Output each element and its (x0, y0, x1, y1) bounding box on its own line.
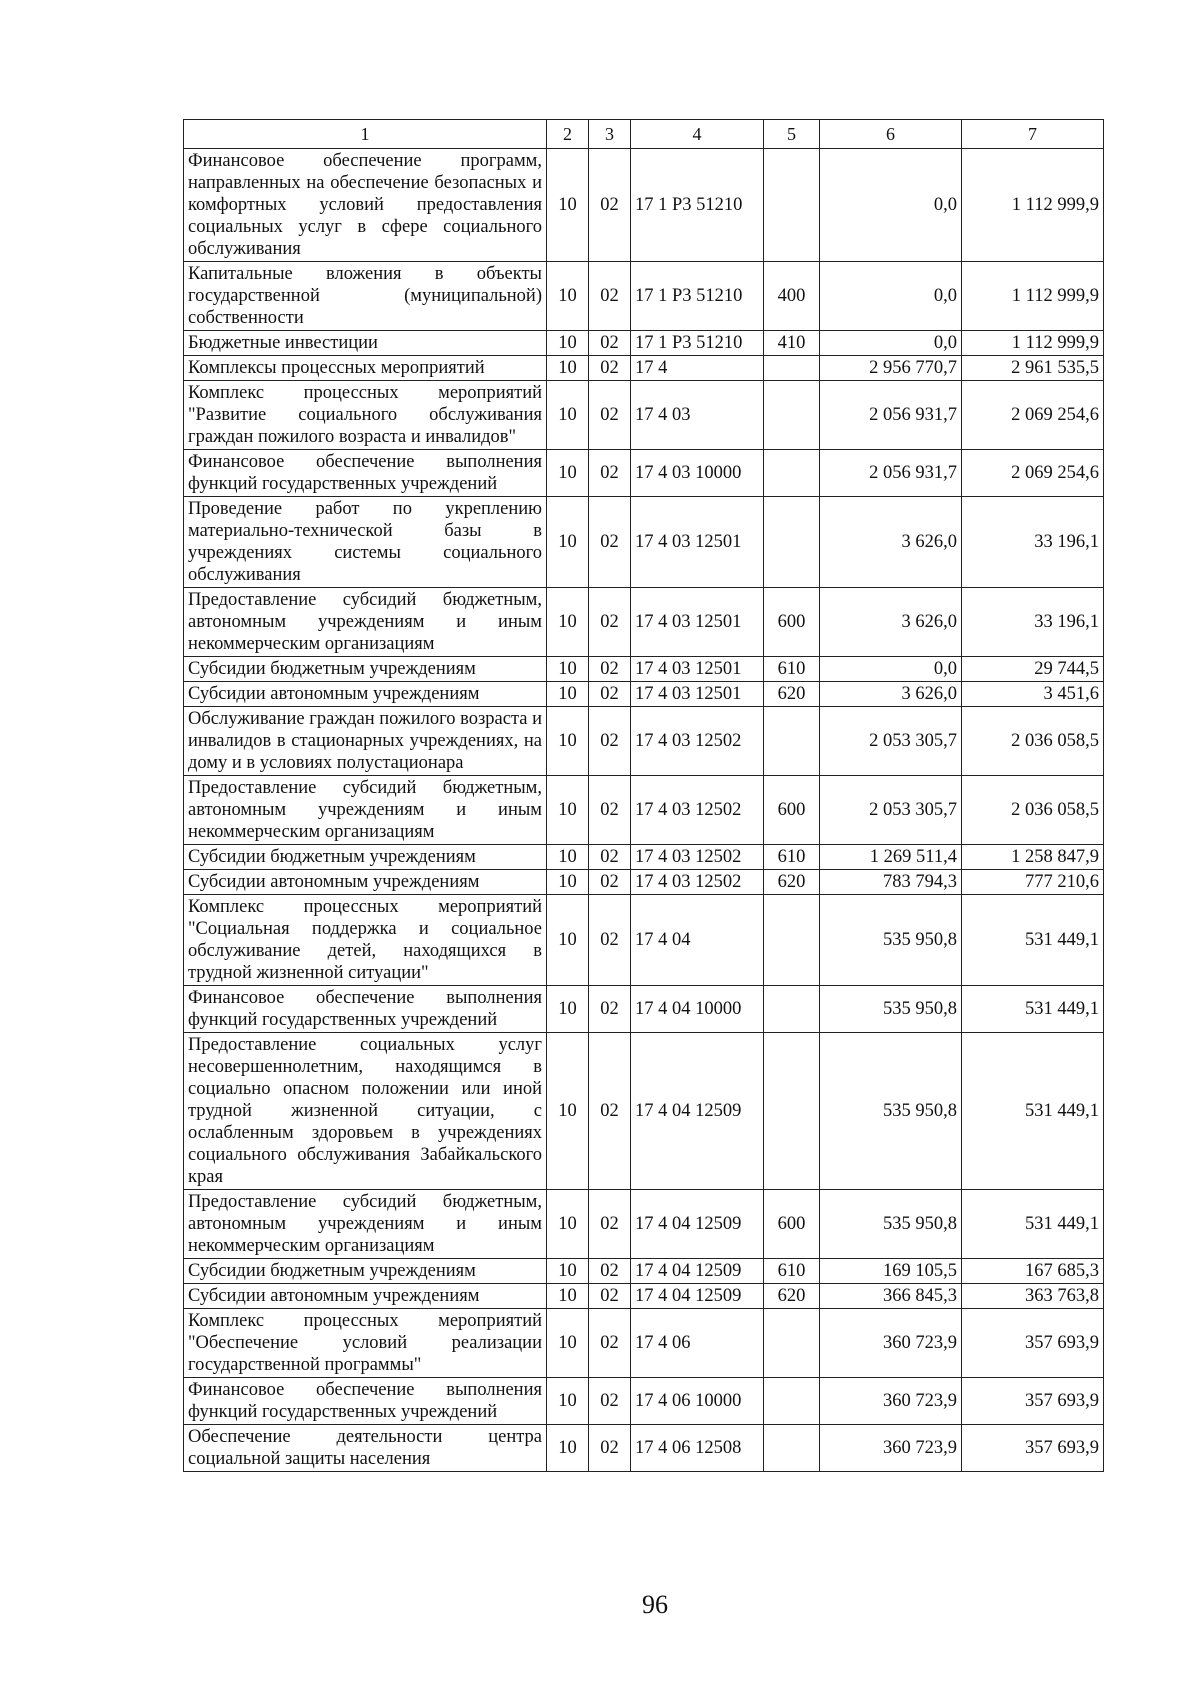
row-subsection: 02 (589, 356, 631, 381)
row-amount-year1: 3 626,0 (820, 682, 962, 707)
row-expense-type (764, 1309, 820, 1378)
table-row (184, 262, 1104, 331)
row-expense-type: 610 (764, 845, 820, 870)
row-section: 10 (547, 986, 589, 1033)
row-section: 10 (547, 845, 589, 870)
column-header-3: 3 (589, 120, 631, 149)
table-row (184, 497, 1104, 588)
row-amount-year2: 1 112 999,9 (962, 331, 1104, 356)
row-amount-year2: 2 069 254,6 (962, 450, 1104, 497)
row-expense-type (764, 895, 820, 986)
row-subsection: 02 (589, 588, 631, 657)
row-section: 10 (547, 149, 589, 262)
row-amount-year2: 357 693,9 (962, 1378, 1104, 1425)
row-name: Обслуживание граждан пожилого возраста и инвалидов в стационарных учреждениях, на дому и в условиях полустационара (184, 707, 547, 776)
row-expense-type (764, 986, 820, 1033)
row-subsection: 02 (589, 657, 631, 682)
table-row (184, 356, 1104, 381)
row-subsection: 02 (589, 895, 631, 986)
table-row (184, 149, 1104, 262)
row-name: Субсидии автономным учреждениям (184, 1284, 547, 1309)
row-target-code: 17 4 03 12501 (631, 588, 764, 657)
table-row (184, 870, 1104, 895)
row-amount-year1: 1 269 511,4 (820, 845, 962, 870)
row-amount-year1: 2 053 305,7 (820, 707, 962, 776)
table-row (184, 1033, 1104, 1190)
row-amount-year2: 363 763,8 (962, 1284, 1104, 1309)
table-row (184, 1190, 1104, 1259)
row-section: 10 (547, 497, 589, 588)
column-header-2: 2 (547, 120, 589, 149)
row-amount-year1: 535 950,8 (820, 986, 962, 1033)
row-name: Проведение работ по укреплению материально-технической базы в учреждениях системы социального обслуживания (184, 497, 547, 588)
row-target-code: 17 4 03 12502 (631, 845, 764, 870)
row-section: 10 (547, 356, 589, 381)
row-subsection: 02 (589, 870, 631, 895)
row-subsection: 02 (589, 1378, 631, 1425)
table-row (184, 1425, 1104, 1472)
row-expense-type (764, 1378, 820, 1425)
row-expense-type (764, 1033, 820, 1190)
row-name: Субсидии бюджетным учреждениям (184, 1259, 547, 1284)
row-expense-type: 610 (764, 1259, 820, 1284)
row-subsection: 02 (589, 262, 631, 331)
row-target-code: 17 4 04 (631, 895, 764, 986)
table-row (184, 895, 1104, 986)
table-row (184, 588, 1104, 657)
table-row (184, 986, 1104, 1033)
page-number: 96 (642, 1590, 668, 1619)
row-section: 10 (547, 1259, 589, 1284)
row-name: Субсидии бюджетным учреждениям (184, 657, 547, 682)
row-amount-year2: 2 036 058,5 (962, 707, 1104, 776)
table-row (184, 331, 1104, 356)
row-target-code: 17 4 04 12509 (631, 1259, 764, 1284)
row-section: 10 (547, 450, 589, 497)
row-subsection: 02 (589, 381, 631, 450)
row-amount-year1: 3 626,0 (820, 497, 962, 588)
row-expense-type: 600 (764, 776, 820, 845)
row-expense-type: 620 (764, 682, 820, 707)
row-section: 10 (547, 331, 589, 356)
row-amount-year1: 2 056 931,7 (820, 381, 962, 450)
row-name: Комплекс процессных мероприятий "Социальная поддержка и социальное обслуживание детей, находящихся в трудной жизненной ситуации" (184, 895, 547, 986)
row-name: Предоставление субсидий бюджетным, автономным учреждениям и иным некоммерческим организациям (184, 1190, 547, 1259)
row-name: Субсидии автономным учреждениям (184, 870, 547, 895)
table-row (184, 657, 1104, 682)
row-amount-year2: 2 961 535,5 (962, 356, 1104, 381)
row-amount-year1: 535 950,8 (820, 895, 962, 986)
row-amount-year1: 0,0 (820, 262, 962, 331)
row-expense-type (764, 356, 820, 381)
row-target-code: 17 1 Р3 51210 (631, 331, 764, 356)
table-row (184, 1259, 1104, 1284)
row-amount-year1: 535 950,8 (820, 1033, 962, 1190)
row-amount-year1: 366 845,3 (820, 1284, 962, 1309)
row-section: 10 (547, 588, 589, 657)
row-subsection: 02 (589, 1259, 631, 1284)
row-amount-year2: 531 449,1 (962, 1033, 1104, 1190)
table-row (184, 845, 1104, 870)
row-amount-year1: 2 056 931,7 (820, 450, 962, 497)
budget-table (183, 119, 1104, 1472)
row-name: Предоставление социальных услуг несовершеннолетним, находящимся в социально опасном положении или иной трудной жизненной ситуации, с ослабленным здоровьем в учреждениях социального обслуживания Забайкальского края (184, 1033, 547, 1190)
row-amount-year1: 3 626,0 (820, 588, 962, 657)
row-target-code: 17 4 06 (631, 1309, 764, 1378)
row-target-code: 17 4 03 10000 (631, 450, 764, 497)
row-amount-year1: 360 723,9 (820, 1425, 962, 1472)
row-name: Комплексы процессных мероприятий (184, 356, 547, 381)
row-section: 10 (547, 776, 589, 845)
row-amount-year2: 1 112 999,9 (962, 149, 1104, 262)
row-name: Субсидии бюджетным учреждениям (184, 845, 547, 870)
row-amount-year2: 1 258 847,9 (962, 845, 1104, 870)
row-subsection: 02 (589, 1425, 631, 1472)
row-subsection: 02 (589, 682, 631, 707)
row-amount-year1: 2 956 770,7 (820, 356, 962, 381)
row-name: Финансовое обеспечение выполнения функций государственных учреждений (184, 1378, 547, 1425)
row-section: 10 (547, 895, 589, 986)
row-target-code: 17 4 06 12508 (631, 1425, 764, 1472)
row-amount-year2: 33 196,1 (962, 588, 1104, 657)
row-amount-year2: 2 036 058,5 (962, 776, 1104, 845)
row-name: Финансовое обеспечение выполнения функций государственных учреждений (184, 986, 547, 1033)
column-header-6: 6 (820, 120, 962, 149)
row-amount-year2: 33 196,1 (962, 497, 1104, 588)
table-header-row (184, 120, 1104, 149)
row-amount-year1: 2 053 305,7 (820, 776, 962, 845)
row-section: 10 (547, 381, 589, 450)
row-name: Обеспечение деятельности центра социальной защиты населения (184, 1425, 547, 1472)
row-target-code: 17 1 Р3 51210 (631, 149, 764, 262)
row-subsection: 02 (589, 1033, 631, 1190)
row-section: 10 (547, 1425, 589, 1472)
row-name: Субсидии автономным учреждениям (184, 682, 547, 707)
table-row (184, 1309, 1104, 1378)
row-expense-type (764, 149, 820, 262)
row-expense-type (764, 1425, 820, 1472)
row-target-code: 17 4 03 12502 (631, 870, 764, 895)
row-target-code: 17 4 04 12509 (631, 1284, 764, 1309)
row-name: Предоставление субсидий бюджетным, автономным учреждениям и иным некоммерческим организациям (184, 776, 547, 845)
row-expense-type (764, 707, 820, 776)
row-subsection: 02 (589, 497, 631, 588)
row-subsection: 02 (589, 1190, 631, 1259)
row-amount-year2: 357 693,9 (962, 1309, 1104, 1378)
table-row (184, 682, 1104, 707)
row-target-code: 17 4 03 12501 (631, 497, 764, 588)
column-header-4: 4 (631, 120, 764, 149)
row-amount-year2: 531 449,1 (962, 895, 1104, 986)
row-target-code: 17 4 03 12502 (631, 776, 764, 845)
row-amount-year2: 3 451,6 (962, 682, 1104, 707)
row-name: Финансовое обеспечение программ, направленных на обеспечение безопасных и комфортных условий предоставления социальных услуг в сфере социального обслуживания (184, 149, 547, 262)
row-name: Предоставление субсидий бюджетным, автономным учреждениям и иным некоммерческим организациям (184, 588, 547, 657)
row-expense-type: 400 (764, 262, 820, 331)
row-target-code: 17 4 03 12501 (631, 682, 764, 707)
row-section: 10 (547, 1190, 589, 1259)
row-amount-year2: 2 069 254,6 (962, 381, 1104, 450)
row-amount-year1: 0,0 (820, 331, 962, 356)
row-amount-year2: 531 449,1 (962, 1190, 1104, 1259)
row-section: 10 (547, 707, 589, 776)
row-amount-year1: 360 723,9 (820, 1309, 962, 1378)
row-amount-year1: 783 794,3 (820, 870, 962, 895)
row-amount-year2: 531 449,1 (962, 986, 1104, 1033)
row-subsection: 02 (589, 707, 631, 776)
row-expense-type: 610 (764, 657, 820, 682)
row-section: 10 (547, 682, 589, 707)
row-expense-type: 620 (764, 870, 820, 895)
row-amount-year2: 1 112 999,9 (962, 262, 1104, 331)
row-amount-year2: 29 744,5 (962, 657, 1104, 682)
row-name: Бюджетные инвестиции (184, 331, 547, 356)
row-subsection: 02 (589, 776, 631, 845)
row-amount-year1: 0,0 (820, 657, 962, 682)
row-target-code: 17 4 04 10000 (631, 986, 764, 1033)
row-name: Финансовое обеспечение выполнения функций государственных учреждений (184, 450, 547, 497)
table-row (184, 707, 1104, 776)
row-subsection: 02 (589, 1309, 631, 1378)
row-expense-type (764, 381, 820, 450)
row-section: 10 (547, 870, 589, 895)
table-row (184, 381, 1104, 450)
row-amount-year2: 777 210,6 (962, 870, 1104, 895)
row-section: 10 (547, 1378, 589, 1425)
row-subsection: 02 (589, 986, 631, 1033)
row-expense-type: 600 (764, 1190, 820, 1259)
row-subsection: 02 (589, 149, 631, 262)
row-subsection: 02 (589, 845, 631, 870)
row-target-code: 17 1 Р3 51210 (631, 262, 764, 331)
table-row (184, 1284, 1104, 1309)
row-expense-type: 620 (764, 1284, 820, 1309)
row-target-code: 17 4 03 12501 (631, 657, 764, 682)
row-amount-year2: 357 693,9 (962, 1425, 1104, 1472)
row-name: Комплекс процессных мероприятий "Обеспечение условий реализации государственной программы" (184, 1309, 547, 1378)
table-row (184, 450, 1104, 497)
row-amount-year2: 167 685,3 (962, 1259, 1104, 1284)
column-header-7: 7 (962, 120, 1104, 149)
row-section: 10 (547, 262, 589, 331)
row-subsection: 02 (589, 331, 631, 356)
row-name: Капитальные вложения в объекты государственной (муниципальной) собственности (184, 262, 547, 331)
row-target-code: 17 4 (631, 356, 764, 381)
row-expense-type: 410 (764, 331, 820, 356)
column-header-5: 5 (764, 120, 820, 149)
row-expense-type: 600 (764, 588, 820, 657)
row-expense-type (764, 450, 820, 497)
row-amount-year1: 0,0 (820, 149, 962, 262)
row-section: 10 (547, 1309, 589, 1378)
row-target-code: 17 4 04 12509 (631, 1190, 764, 1259)
column-header-1: 1 (184, 120, 547, 149)
row-target-code: 17 4 04 12509 (631, 1033, 764, 1190)
row-target-code: 17 4 03 12502 (631, 707, 764, 776)
table-body (184, 149, 1104, 1472)
row-target-code: 17 4 06 10000 (631, 1378, 764, 1425)
table-row (184, 1378, 1104, 1425)
row-name: Комплекс процессных мероприятий "Развитие социального обслуживания граждан пожилого возраста и инвалидов" (184, 381, 547, 450)
row-target-code: 17 4 03 (631, 381, 764, 450)
row-expense-type (764, 497, 820, 588)
row-subsection: 02 (589, 1284, 631, 1309)
table-row (184, 776, 1104, 845)
row-section: 10 (547, 657, 589, 682)
row-section: 10 (547, 1033, 589, 1190)
row-amount-year1: 169 105,5 (820, 1259, 962, 1284)
row-section: 10 (547, 1284, 589, 1309)
row-subsection: 02 (589, 450, 631, 497)
row-amount-year1: 535 950,8 (820, 1190, 962, 1259)
row-amount-year1: 360 723,9 (820, 1378, 962, 1425)
